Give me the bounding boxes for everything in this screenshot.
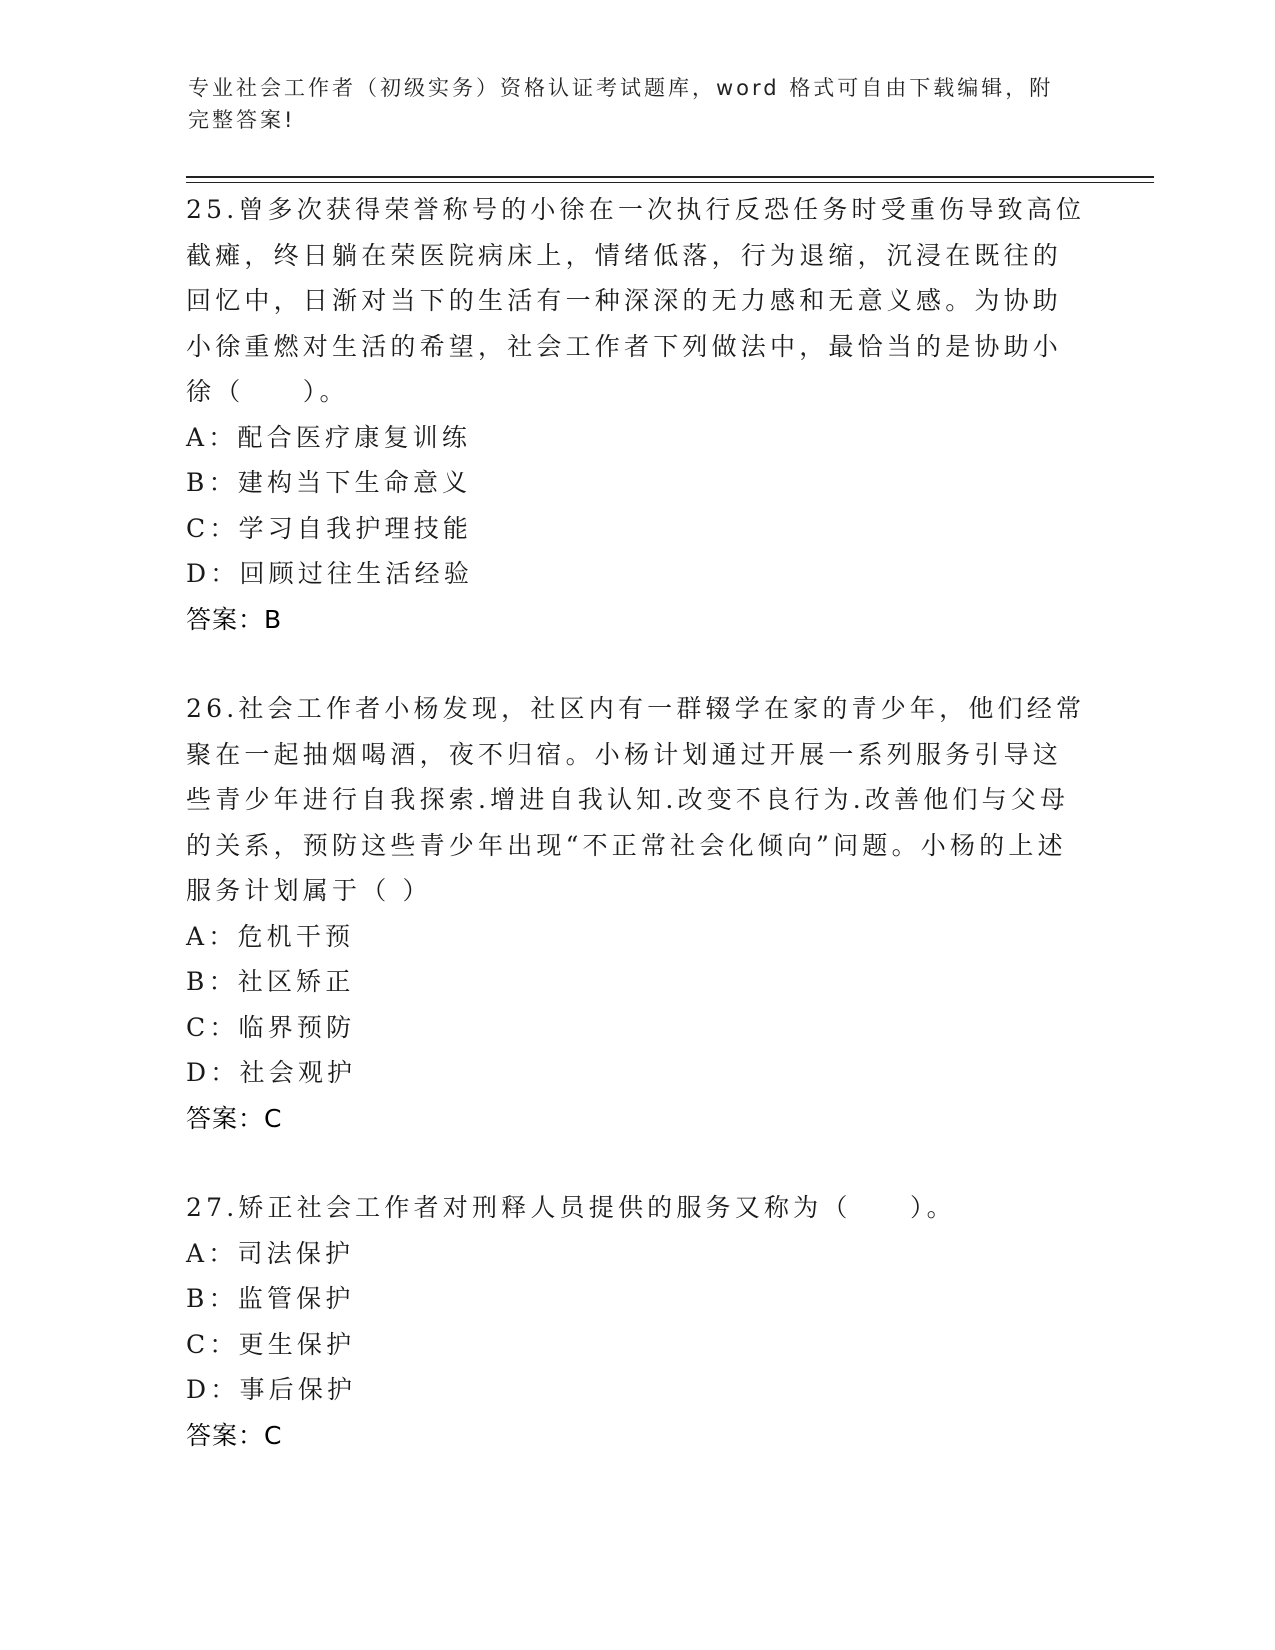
- option-a: A：危机干预: [186, 921, 355, 951]
- option-d: D：社会观护: [186, 1058, 357, 1087]
- option-d: D：回顾过往生活经验: [186, 559, 474, 588]
- answer-line: 答案：C: [186, 1420, 283, 1450]
- header-title: 专业社会工作者（初级实务）资格认证考试题库，word 格式可自由下载编辑，附完整答案!: [188, 76, 1054, 132]
- option-c: C：临界预防: [186, 1012, 356, 1042]
- header-divider-thin: [186, 182, 1154, 183]
- page-header: [188, 72, 1068, 136]
- question-25: [186, 187, 1086, 642]
- option-a: A：司法保护: [186, 1238, 355, 1268]
- question-27: [186, 1185, 1086, 1458]
- header-divider-thick: [186, 176, 1154, 178]
- option-b: B：监管保护: [186, 1284, 355, 1313]
- question-stem: 25.曾多次获得荣誉称号的小徐在一次执行反恐任务时受重伤导致高位截瘫，终日躺在荣医院病床上，情绪低落，行为退缩，沉浸在既往的回忆中，日渐对当下的生活有一种深深的无力感和无意义感。为协助小徐重燃对生活的希望，社会工作者下列做法中，最恰当的是协助小徐（ ）。: [186, 195, 1086, 406]
- option-d: D：事后保护: [186, 1375, 357, 1404]
- option-c: C：学习自我护理技能: [186, 513, 473, 543]
- option-b: B：建构当下生命意义: [186, 468, 472, 497]
- answer-line: 答案：B: [186, 604, 283, 634]
- option-b: B：社区矫正: [186, 967, 355, 996]
- option-a: A：配合医疗康复训练: [186, 422, 472, 452]
- option-c: C：更生保护: [186, 1329, 356, 1359]
- question-stem: 26.社会工作者小杨发现，社区内有一群辍学在家的青少年，他们经常聚在一起抽烟喝酒，夜不归宿。小杨计划通过开展一系列服务引导这些青少年进行自我探索.增进自我认知.改变不良行为.改善他们与父母的关系，预防这些青少年出现“不正常社会化倾向”问题。小杨的上述服务计划属于（ ）: [186, 694, 1086, 905]
- question-26: [186, 686, 1086, 1141]
- question-stem: 27.矫正社会工作者对刑释人员提供的服务又称为（ ）。: [186, 1193, 956, 1222]
- answer-line: 答案：C: [186, 1103, 283, 1133]
